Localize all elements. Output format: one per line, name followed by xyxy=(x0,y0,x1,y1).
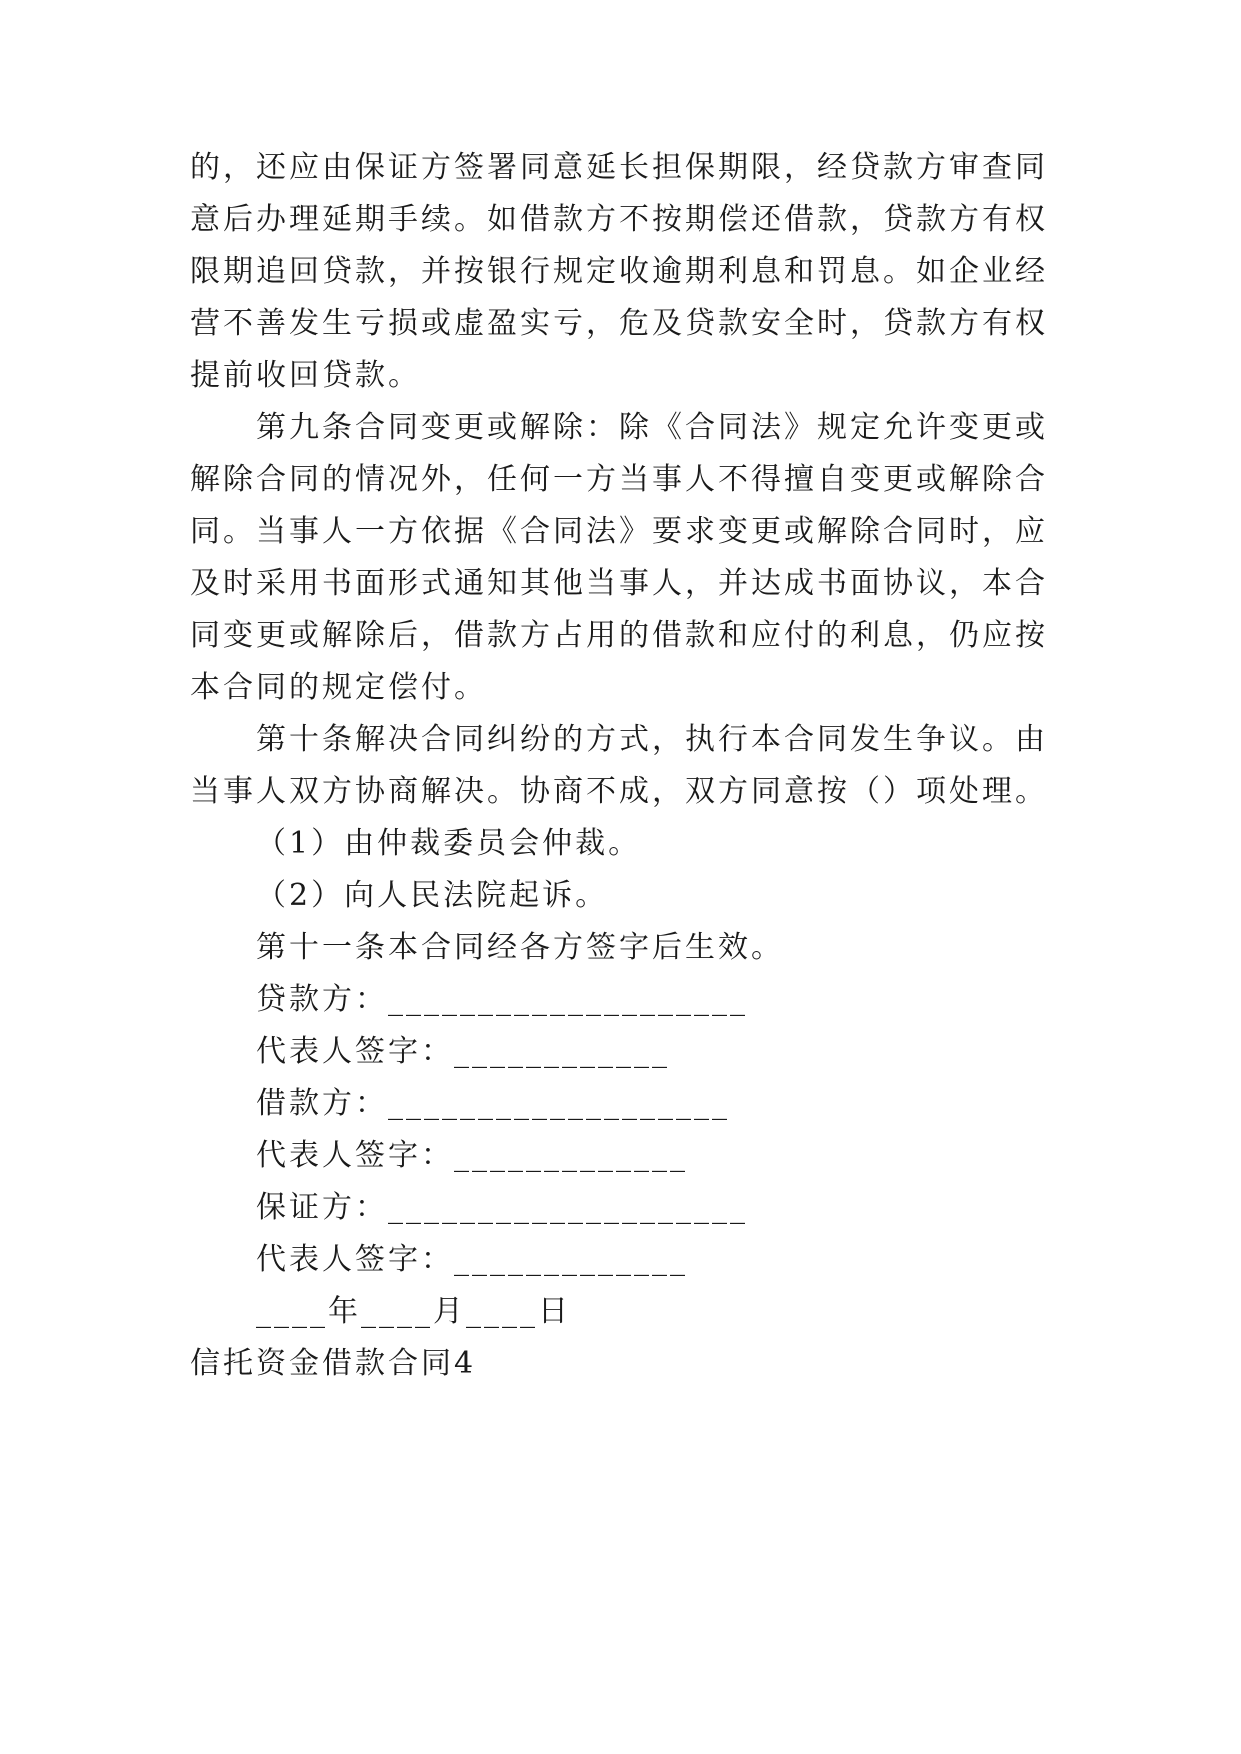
article-11-line: 第十一条本合同经各方签字后生效。 xyxy=(256,930,784,965)
paragraph-line: 提前收回贷款。 xyxy=(190,358,421,393)
next-contract-title: 信托资金借款合同4 xyxy=(190,1346,477,1381)
option-line: （1）由仲裁委员会仲裁。 xyxy=(256,826,642,861)
article-9-line: 及时采用书面形式通知其他当事人，并达成书面协议，本合 xyxy=(190,566,1048,601)
signature-lender: 贷款方：____________________ xyxy=(256,982,748,1017)
signature-borrower-rep: 代表人签字：_____________ xyxy=(256,1138,688,1173)
article-9-line: 本合同的规定偿付。 xyxy=(190,670,487,705)
signature-borrower: 借款方：___________________ xyxy=(256,1086,730,1121)
option-line: （2）向人民法院起诉。 xyxy=(256,878,609,913)
paragraph-line: 限期追回贷款，并按银行规定收逾期利息和罚息。如企业经 xyxy=(190,254,1048,289)
article-10-line: 第十条解决合同纠纷的方式，执行本合同发生争议。由 xyxy=(256,722,1048,757)
paragraph-line: 营不善发生亏损或虚盈实亏，危及贷款安全时，贷款方有权 xyxy=(190,306,1048,341)
article-10-line: 当事人双方协商解决。协商不成，双方同意按（）项处理。 xyxy=(190,774,1048,809)
article-9-line: 同。当事人一方依据《合同法》要求变更或解除合同时，应 xyxy=(190,514,1048,549)
article-9-line: 解除合同的情况外，任何一方当事人不得擅自变更或解除合 xyxy=(190,462,1048,497)
paragraph-line: 的，还应由保证方签署同意延长担保期限，经贷款方审查同 xyxy=(190,150,1048,185)
signature-guarantor-rep: 代表人签字：_____________ xyxy=(256,1242,688,1277)
signature-lender-rep: 代表人签字：____________ xyxy=(256,1034,670,1069)
signature-guarantor: 保证方：____________________ xyxy=(256,1190,748,1225)
date-line: ____年____月____日 xyxy=(256,1294,571,1329)
paragraph-line: 意后办理延期手续。如借款方不按期偿还借款，贷款方有权 xyxy=(190,202,1048,237)
article-9-line: 第九条合同变更或解除：除《合同法》规定允许变更或 xyxy=(256,410,1048,445)
article-9-line: 同变更或解除后，借款方占用的借款和应付的利息，仍应按 xyxy=(190,618,1048,653)
